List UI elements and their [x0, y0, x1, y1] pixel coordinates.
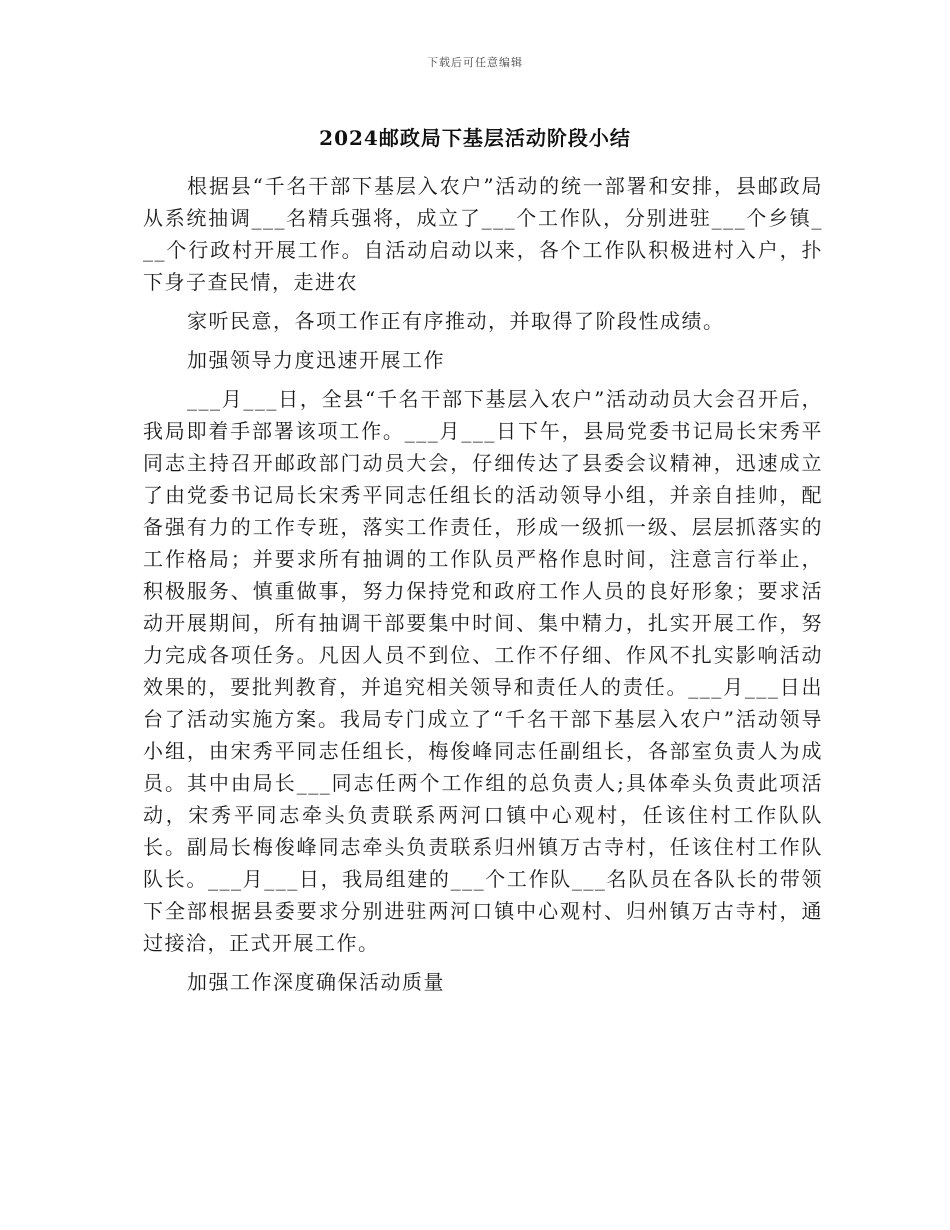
document-body	[143, 170, 823, 998]
document-title: 2024邮政局下基层活动阶段小结	[319, 126, 631, 150]
header-note: 下载后可任意编辑	[427, 56, 523, 69]
paragraph-leadership: ___月___日，全县“千名干部下基层入农户”活动动员大会召开后，我局即着手部署该项工作。___月___日下午，县局党委书记局长宋秀平同志主持召开邮政部门动员大会，仔细传达了县委会议精神，迅速成立了由党委书记局长宋秀平同志任组长的活动领导小组，并亲自挂帅，配备强有力的工作专班，落实工作责任，形成一级抓一级、层层抓落实的工作格局；并要求所有抽调的工作队员严格作息时间，注意言行举止，积极服务、慎重做事，努力保持党和政府工作人员的良好形象；要求活动开展期间，所有抽调干部要集中时间、集中精力，扎实开展工作，努力完成各项任务。凡因人员不到位、工作不仔细、作风不扎实影响活动效果的，要批判教育，并追究相关领导和责任人的责任。___月___日出台了活动实施方案。我局专门成立了“千名干部下基层入农户”活动领导小组，由宋秀平同志任组长，梅俊峰同志任副组长，各部室负责人为成员。其中由局长___同志任两个工作组的总负责人;具体牵头负责此项活动，宋秀平同志牵头负责联系两河口镇中心观村，任该住村工作队队长。副局长梅俊峰同志牵头负责联系归州镇万古寺村，任该住村工作队队长。___月___日，我局组建的___个工作队___名队员在各队长的带领下全部根据县委要求分别进驻两河口镇中心观村、归州镇万古寺村，通过接洽，正式开展工作。	[143, 387, 823, 955]
paragraph-intro: 根据县“千名干部下基层入农户”活动的统一部署和安排，县邮政局从系统抽调___名精兵强将，成立了___个工作队，分别进驻___个乡镇___个行政村开展工作。自活动启动以来，各个工作队积极进村入户，扑下身子查民情，走进农	[143, 174, 823, 294]
section-heading-quality: 加强工作深度确保活动质量	[187, 970, 445, 994]
paragraph-intro-continued: 家听民意，各项工作正有序推动，并取得了阶段性成绩。	[187, 309, 725, 333]
section-heading-leadership: 加强领导力度迅速开展工作	[187, 348, 445, 372]
